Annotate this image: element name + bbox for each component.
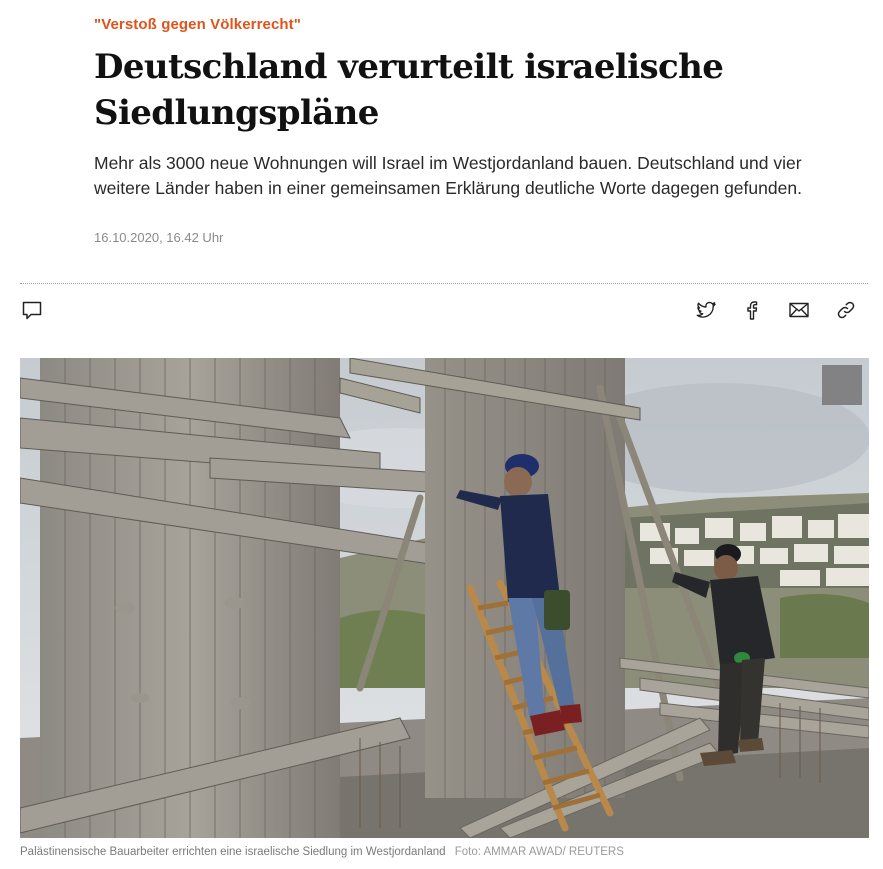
article-timestamp: 16.10.2020, 16.42 Uhr <box>94 230 224 245</box>
credit-label: Foto: <box>454 846 481 858</box>
article-lead: Mehr als 3000 neue Wohnungen will Israel im Westjordanland bauen. Deutschland und vier weitere Länder haben in einer gemeinsamen Erklärung deutliche Worte dagegen gefunden. <box>94 153 802 198</box>
divider <box>20 283 868 284</box>
link-icon[interactable] <box>834 298 858 322</box>
photo-expand-button[interactable] <box>822 365 862 405</box>
photo-caption <box>20 846 624 858</box>
facebook-icon[interactable] <box>740 298 764 322</box>
caption-text: Palästinensische Bauarbeiter errichten eine israelische Siedlung im Westjordanland <box>20 846 446 858</box>
article-headline <box>94 44 814 136</box>
headline-line-2: Siedlungspläne <box>94 93 379 133</box>
comment-icon[interactable] <box>20 298 44 322</box>
article-kicker: "Verstoß gegen Völkerrecht" <box>94 16 301 33</box>
article-photo <box>20 358 869 838</box>
headline-line-1: Deutschland verurteilt israelische <box>94 47 724 87</box>
twitter-icon[interactable] <box>694 298 718 322</box>
credit-name: AMMAR AWAD/ REUTERS <box>483 846 624 858</box>
mail-icon[interactable] <box>787 298 811 322</box>
